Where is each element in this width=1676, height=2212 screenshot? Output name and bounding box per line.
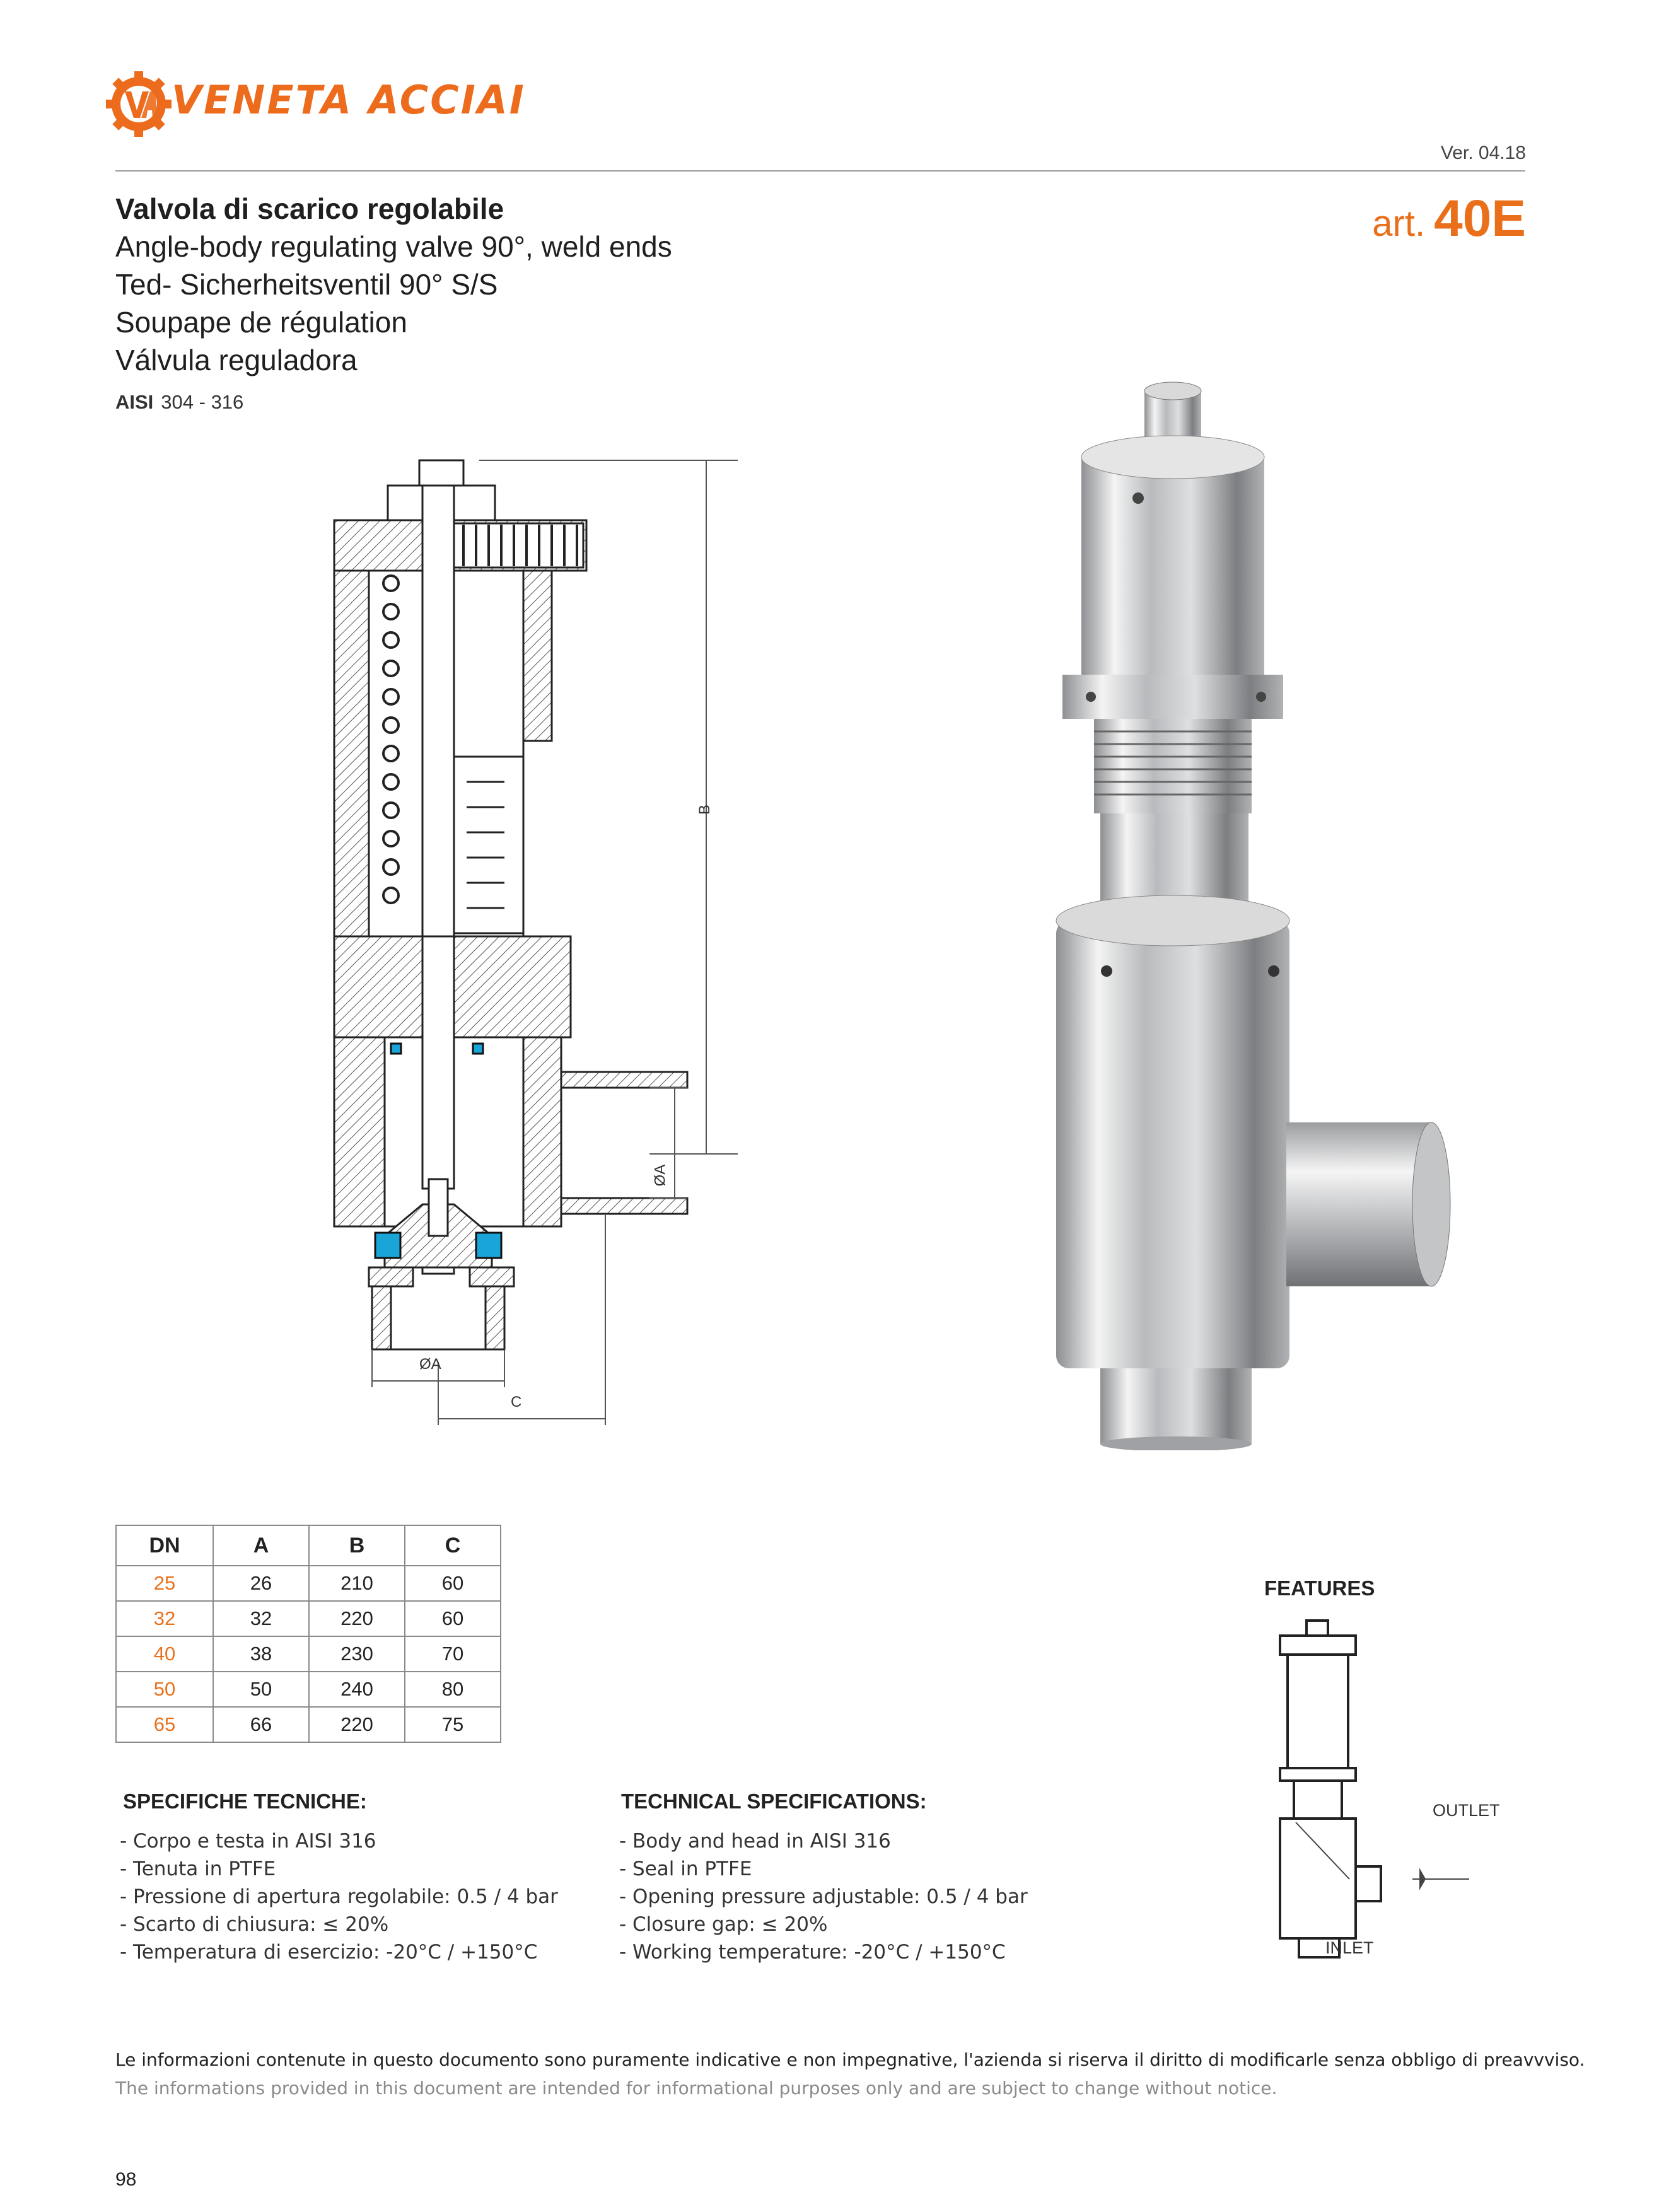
cell-b: 240 <box>309 1672 405 1707</box>
cell-b: 220 <box>309 1601 405 1636</box>
cell-b: 220 <box>309 1707 405 1742</box>
cell-c: 75 <box>405 1707 501 1742</box>
dimension-table <box>115 1525 501 1743</box>
title-german: Ted- Sicherheitsventil 90° S/S <box>115 268 498 301</box>
spec-item: - Working temperature: -20°C / +150°C <box>619 1941 1006 1964</box>
dim-a-side-label: ØA <box>651 1164 669 1187</box>
cell-dn: 50 <box>116 1672 213 1707</box>
table-header-row <box>116 1525 501 1566</box>
features-title: FEATURES <box>1264 1576 1375 1600</box>
spec-item: - Tenuta in PTFE <box>120 1858 276 1880</box>
valve-photo <box>1021 378 1475 1450</box>
spec-item: - Seal in PTFE <box>619 1858 752 1880</box>
table-row <box>116 1601 501 1636</box>
material-label: AISI <box>115 391 154 413</box>
title-italian: Valvola di scarico regolabile <box>115 192 504 225</box>
header-c: C <box>405 1525 501 1566</box>
cell-b: 210 <box>309 1566 405 1601</box>
inlet-label: INLET <box>1325 1938 1374 1957</box>
cell-c: 60 <box>405 1601 501 1636</box>
gear-logo-icon <box>106 71 172 137</box>
cell-b: 230 <box>309 1636 405 1672</box>
cell-a: 32 <box>213 1601 309 1636</box>
features-schematic <box>1255 1614 1520 1967</box>
spec-item: - Opening pressure adjustable: 0.5 / 4 bar <box>619 1885 1028 1908</box>
article-code <box>1372 189 1526 248</box>
cell-a: 50 <box>213 1672 309 1707</box>
cell-a: 66 <box>213 1707 309 1742</box>
table-row <box>116 1636 501 1672</box>
article-prefix: art. <box>1372 203 1426 244</box>
dim-a-bottom-label: ØA <box>419 1356 441 1373</box>
material-line <box>115 391 243 414</box>
specs-italian-list <box>120 1827 558 1966</box>
article-number: 40E <box>1434 190 1526 247</box>
table-row <box>116 1707 501 1742</box>
spec-item: - Pressione di apertura regolabile: 0.5 / 4 bar <box>120 1885 558 1908</box>
disclaimer-english: The informations provided in this document are intended for informational purposes only and are subject to change without notice. <box>115 2078 1277 2098</box>
title-french: Soupape de régulation <box>115 306 407 339</box>
spec-item: - Body and head in AISI 316 <box>619 1830 891 1853</box>
cell-a: 26 <box>213 1566 309 1601</box>
table-row <box>116 1672 501 1707</box>
cell-a: 38 <box>213 1636 309 1672</box>
title-spanish: Válvula reguladora <box>115 344 358 376</box>
specs-italian-title: SPECIFICHE TECNICHE: <box>123 1790 367 1813</box>
outlet-label: OUTLET <box>1433 1801 1500 1820</box>
specs-english-list <box>619 1827 1028 1966</box>
cell-c: 70 <box>405 1636 501 1672</box>
brand-name: VENETA ACCIAI <box>172 77 526 123</box>
header-a: A <box>213 1525 309 1566</box>
title-english: Angle-body regulating valve 90°, weld ends <box>115 230 672 263</box>
table-row <box>116 1566 501 1601</box>
header-b: B <box>309 1525 405 1566</box>
spec-item: - Temperatura di esercizio: -20°C / +150°C <box>120 1941 538 1964</box>
cell-c: 60 <box>405 1566 501 1601</box>
header-dn: DN <box>116 1525 213 1566</box>
cell-dn: 65 <box>116 1707 213 1742</box>
page-number: 98 <box>115 2169 137 2190</box>
spec-item: - Closure gap: ≤ 20% <box>619 1913 828 1936</box>
dim-b-label: B <box>696 804 714 815</box>
spec-item: - Scarto di chiusura: ≤ 20% <box>120 1913 389 1936</box>
spec-item: - Corpo e testa in AISI 316 <box>120 1830 376 1853</box>
specs-english-title: TECHNICAL SPECIFICATIONS: <box>621 1790 927 1813</box>
material-value: 304 - 316 <box>161 391 244 413</box>
version-label: Ver. 04.18 <box>1440 143 1526 163</box>
valve-section-drawing <box>296 454 763 1438</box>
cell-dn: 40 <box>116 1636 213 1672</box>
dim-c-label: C <box>511 1394 522 1411</box>
cell-dn: 32 <box>116 1601 213 1636</box>
cell-c: 80 <box>405 1672 501 1707</box>
disclaimer-italian: Le informazioni contenute in questo documento sono puramente indicative e non impegnative, l'azienda si riserva il diritto di modificarle senza obbligo di preavvviso. <box>115 2049 1585 2070</box>
header-rule <box>115 170 1525 172</box>
cell-dn: 25 <box>116 1566 213 1601</box>
